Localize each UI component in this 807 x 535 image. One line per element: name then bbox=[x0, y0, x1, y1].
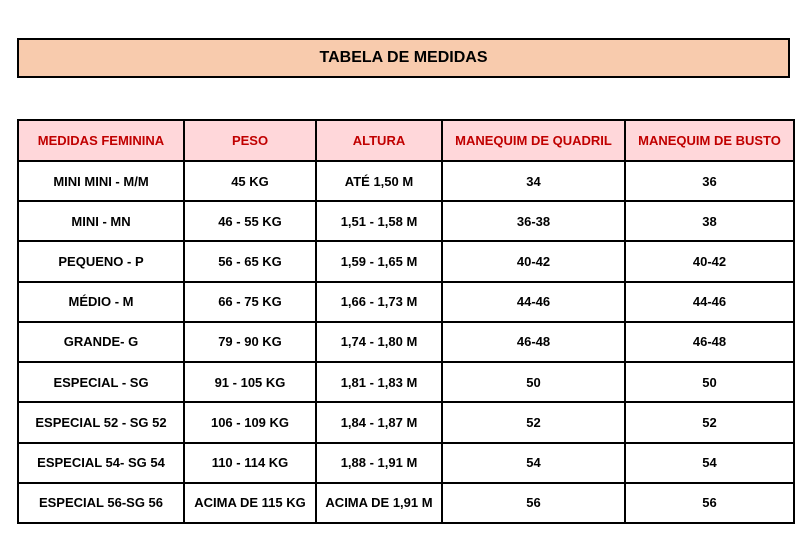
cell-busto: 44-46 bbox=[625, 282, 794, 322]
column-header-quadril: MANEQUIM DE QUADRIL bbox=[442, 120, 625, 161]
cell-quadril: 54 bbox=[442, 443, 625, 483]
cell-peso: 106 - 109 KG bbox=[184, 402, 316, 442]
cell-busto: 52 bbox=[625, 402, 794, 442]
cell-busto: 36 bbox=[625, 161, 794, 201]
cell-quadril: 50 bbox=[442, 362, 625, 402]
cell-peso: 45 KG bbox=[184, 161, 316, 201]
table-row bbox=[18, 402, 794, 442]
cell-busto: 54 bbox=[625, 443, 794, 483]
table-row bbox=[18, 483, 794, 523]
cell-altura: 1,84 - 1,87 M bbox=[316, 402, 442, 442]
column-header-peso: PESO bbox=[184, 120, 316, 161]
cell-busto: 50 bbox=[625, 362, 794, 402]
cell-quadril: 36-38 bbox=[442, 201, 625, 241]
cell-medida: ESPECIAL 56-SG 56 bbox=[18, 483, 184, 523]
cell-altura: 1,81 - 1,83 M bbox=[316, 362, 442, 402]
cell-peso: 79 - 90 KG bbox=[184, 322, 316, 362]
cell-peso: 46 - 55 KG bbox=[184, 201, 316, 241]
table-row bbox=[18, 241, 794, 281]
cell-altura: ATÉ 1,50 M bbox=[316, 161, 442, 201]
table-row bbox=[18, 443, 794, 483]
column-header-medidas: MEDIDAS FEMININA bbox=[18, 120, 184, 161]
cell-busto: 46-48 bbox=[625, 322, 794, 362]
table-row bbox=[18, 161, 794, 201]
table-title: TABELA DE MEDIDAS bbox=[17, 38, 790, 78]
cell-peso: 91 - 105 KG bbox=[184, 362, 316, 402]
cell-medida: ESPECIAL - SG bbox=[18, 362, 184, 402]
cell-altura: 1,51 - 1,58 M bbox=[316, 201, 442, 241]
cell-medida: GRANDE- G bbox=[18, 322, 184, 362]
cell-busto: 56 bbox=[625, 483, 794, 523]
header-row bbox=[18, 120, 794, 161]
cell-quadril: 52 bbox=[442, 402, 625, 442]
cell-peso: ACIMA DE 115 KG bbox=[184, 483, 316, 523]
cell-altura: 1,66 - 1,73 M bbox=[316, 282, 442, 322]
cell-quadril: 56 bbox=[442, 483, 625, 523]
cell-altura: 1,59 - 1,65 M bbox=[316, 241, 442, 281]
cell-altura: 1,88 - 1,91 M bbox=[316, 443, 442, 483]
cell-peso: 66 - 75 KG bbox=[184, 282, 316, 322]
cell-quadril: 44-46 bbox=[442, 282, 625, 322]
size-chart-table bbox=[17, 119, 795, 524]
cell-peso: 110 - 114 KG bbox=[184, 443, 316, 483]
cell-quadril: 46-48 bbox=[442, 322, 625, 362]
cell-medida: PEQUENO - P bbox=[18, 241, 184, 281]
cell-medida: ESPECIAL 54- SG 54 bbox=[18, 443, 184, 483]
cell-busto: 40-42 bbox=[625, 241, 794, 281]
cell-medida: MINI MINI - M/M bbox=[18, 161, 184, 201]
cell-medida: MINI - MN bbox=[18, 201, 184, 241]
cell-medida: MÉDIO - M bbox=[18, 282, 184, 322]
column-header-altura: ALTURA bbox=[316, 120, 442, 161]
table-row bbox=[18, 322, 794, 362]
cell-quadril: 40-42 bbox=[442, 241, 625, 281]
table-row bbox=[18, 282, 794, 322]
table-row bbox=[18, 362, 794, 402]
cell-altura: 1,74 - 1,80 M bbox=[316, 322, 442, 362]
cell-medida: ESPECIAL 52 - SG 52 bbox=[18, 402, 184, 442]
cell-busto: 38 bbox=[625, 201, 794, 241]
cell-peso: 56 - 65 KG bbox=[184, 241, 316, 281]
cell-altura: ACIMA DE 1,91 M bbox=[316, 483, 442, 523]
cell-quadril: 34 bbox=[442, 161, 625, 201]
table-row bbox=[18, 201, 794, 241]
column-header-busto: MANEQUIM DE BUSTO bbox=[625, 120, 794, 161]
